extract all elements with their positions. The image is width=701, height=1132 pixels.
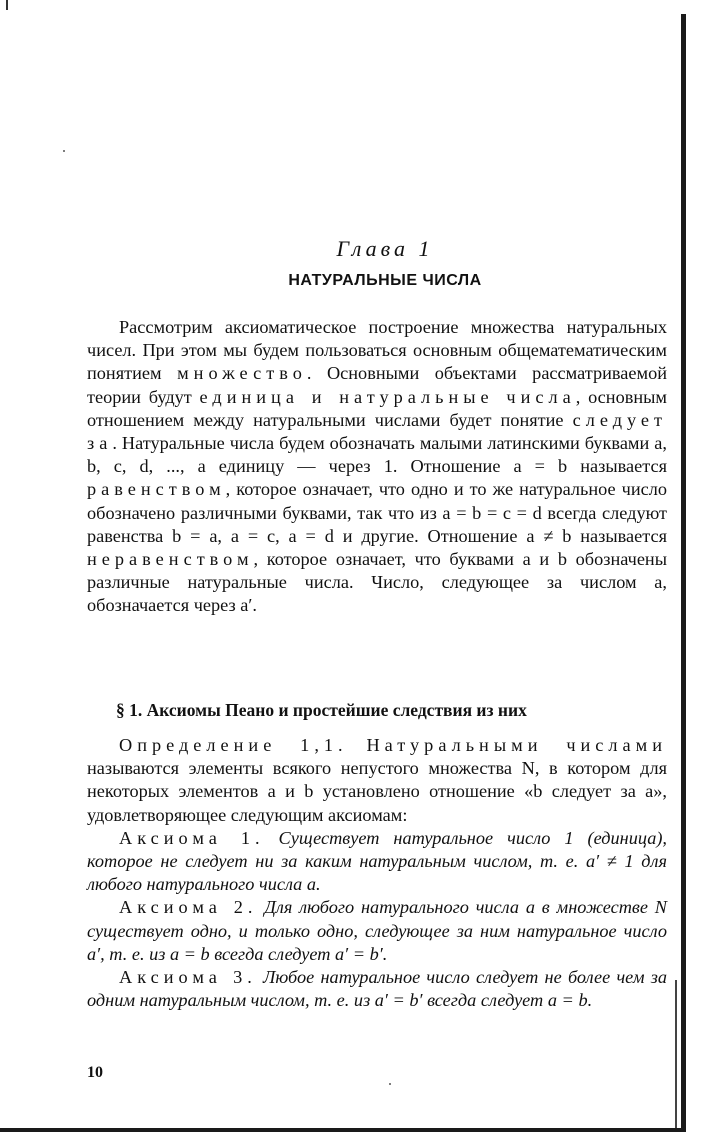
page-edge-shadow-inner — [675, 980, 677, 1130]
definition-text: называются элементы всякого непустого множества N, в котором для некоторых элементов a и b установлено отношение «b следует за a», удовлетворяющее следующим аксиомам: — [87, 758, 667, 825]
term-equality: равенством — [87, 479, 226, 500]
term-unit-numbers: единица и натуральные числа — [199, 386, 576, 407]
intro-text: , которое означает, что одно и то же натуральное число обозначено различными буквами, так что из a = b = c = d всегда следуют равенства b = a, a = c, a = d и другие. Отношение a ≠ b называется — [87, 479, 667, 546]
term-set: множество — [177, 363, 307, 384]
page-number: 10 — [87, 1064, 103, 1081]
axiom-1 — [87, 827, 667, 897]
axiom-label: Аксиома 1. — [119, 827, 265, 848]
chapter-label: Глава 1 — [336, 236, 434, 261]
definition-block — [87, 734, 667, 1012]
intro-paragraph — [87, 316, 667, 618]
page-edge-shadow — [681, 14, 686, 1130]
scan-speck — [389, 1083, 391, 1085]
page-bottom-edge — [0, 1128, 686, 1132]
intro-text: , основным отношением между натуральными числами будет понятие — [87, 386, 667, 430]
section-heading: § 1. Аксиомы Пеано и простейшие следствия из них — [116, 700, 527, 720]
axiom-2 — [87, 896, 667, 966]
definition-label: Определение 1,1. — [119, 735, 348, 755]
term-follows: следует за — [87, 409, 667, 454]
axiom-label: Аксиома 2. — [119, 897, 258, 918]
intro-text: . Натуральные числа будем обозначать малыми латинскими буквами a, b, c, d, ..., а единицу — через 1. Отношение a = b называется — [87, 433, 667, 477]
term-inequality: неравенством — [87, 549, 254, 570]
intro-text: . Основными объектами рассматриваемой теории будут — [87, 363, 667, 407]
intro-text: , которое означает, что буквами a и b обозначены различные натуральные числа. Число, следующее за числом a, обозначается через a′. — [87, 549, 667, 616]
definition-paragraph — [87, 734, 667, 827]
axiom-3 — [87, 966, 667, 1012]
axiom-label: Аксиома 3. — [119, 967, 257, 988]
chapter-title: НАТУРАЛЬНЫЕ ЧИСЛА — [288, 272, 482, 289]
scan-speck — [63, 150, 65, 152]
axiom-text: Для любого натурального числа a в множестве N существует одно, и только одно, следующее за ним натуральное число a′, т. е. из a = b всегда следует a′ = b′. — [87, 897, 667, 964]
axiom-text: Любое натуральное число следует не более чем за одним натуральным числом, т. е. из a′ = b′ всегда следует a = b. — [87, 967, 667, 1011]
axiom-text: Существует натуральное число 1 (единица), которое не следует ни за каким натуральным числом, т. е. a′ ≠ 1 для любого натурального числа a. — [87, 827, 667, 895]
definition-term: Натуральными числами — [366, 735, 667, 755]
corner-mark — [6, 0, 8, 10]
intro-text: Рассмотрим аксиоматическое построение множества натуральных чисел. При этом мы будем пользоваться основным общематематическим понятием — [87, 317, 667, 384]
